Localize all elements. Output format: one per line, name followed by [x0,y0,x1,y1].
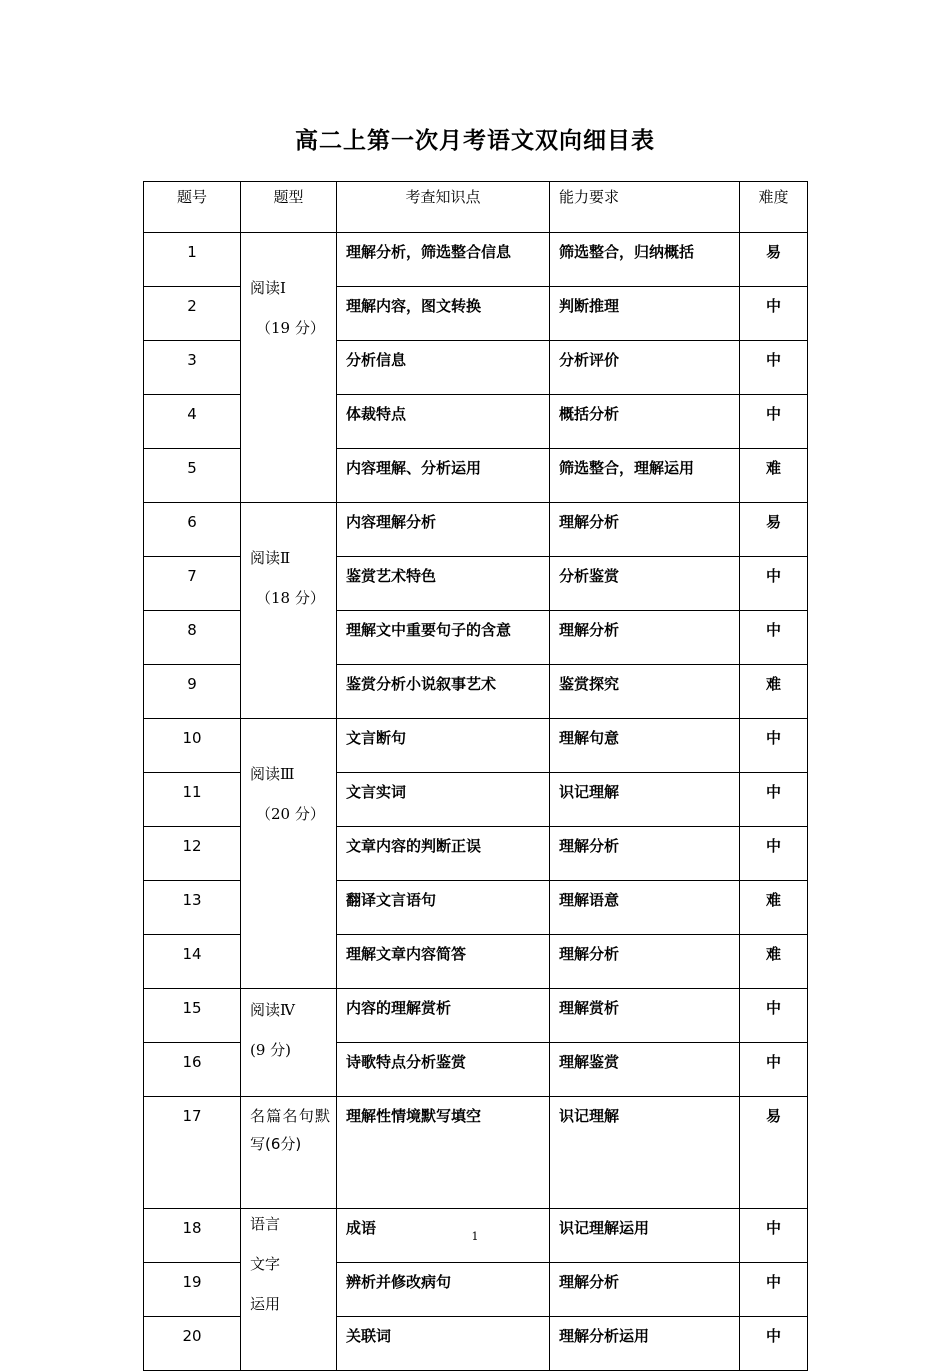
row-num: 3 [144,341,241,395]
row-num: 16 [144,1043,241,1097]
row-num: 6 [144,503,241,557]
row-num: 10 [144,719,241,773]
row-num: 5 [144,449,241,503]
row-difficulty: 易 [740,233,808,287]
row-knowledge: 成语 [337,1209,550,1263]
row-knowledge: 体裁特点 [337,395,550,449]
row-ability: 筛选整合，归纳概括 [550,233,740,287]
header-type: 题型 [241,182,337,233]
row-knowledge: 翻译文言语句 [337,881,550,935]
row-knowledge: 理解分析，筛选整合信息 [337,233,550,287]
row-ability: 分析评价 [550,341,740,395]
header-num: 题号 [144,182,241,233]
row-ability: 识记理解 [550,1097,740,1209]
row-difficulty: 难 [740,449,808,503]
row-knowledge: 文言断句 [337,719,550,773]
row-difficulty: 中 [740,1043,808,1097]
table-header-row [144,182,808,233]
row-num: 2 [144,287,241,341]
row-ability: 理解分析 [550,1263,740,1317]
table-row [144,503,808,557]
row-knowledge: 理解文中重要句子的含意 [337,611,550,665]
row-difficulty: 中 [740,341,808,395]
row-difficulty: 中 [740,1209,808,1263]
group-label: 阅读Ⅰ [250,279,286,297]
row-difficulty: 中 [740,557,808,611]
row-num: 12 [144,827,241,881]
row-knowledge: 内容的理解赏析 [337,989,550,1043]
row-ability: 理解句意 [550,719,740,773]
table-row [144,989,808,1043]
row-difficulty: 中 [740,395,808,449]
row-ability: 理解分析 [550,503,740,557]
row-num: 9 [144,665,241,719]
group-reading-2 [241,503,337,719]
row-ability: 概括分析 [550,395,740,449]
page-number: 1 [471,1230,479,1243]
row-ability: 分析鉴赏 [550,557,740,611]
group-line: 运用 [250,1295,281,1313]
row-ability: 理解分析 [550,935,740,989]
row-ability: 理解分析运用 [550,1317,740,1371]
row-ability: 理解赏析 [550,989,740,1043]
row-difficulty: 中 [740,773,808,827]
group-line: 语言 [250,1215,281,1233]
row-difficulty: 中 [740,287,808,341]
row-num: 8 [144,611,241,665]
row-difficulty: 中 [740,719,808,773]
row-knowledge: 分析信息 [337,341,550,395]
row-knowledge: 内容理解分析 [337,503,550,557]
row-difficulty: 中 [740,611,808,665]
group-label: 阅读Ⅳ [250,1001,295,1019]
row-knowledge: 辨析并修改病句 [337,1263,550,1317]
row-difficulty: 易 [740,1097,808,1209]
group-reading-4 [241,989,337,1097]
row-ability: 识记理解 [550,773,740,827]
row-num: 20 [144,1317,241,1371]
row-knowledge: 文言实词 [337,773,550,827]
row-num: 1 [144,233,241,287]
row-difficulty: 中 [740,1317,808,1371]
row-num: 4 [144,395,241,449]
row-difficulty: 中 [740,1263,808,1317]
spec-table [143,181,808,1371]
row-difficulty: 难 [740,935,808,989]
row-num: 7 [144,557,241,611]
group-reading-1 [241,233,337,503]
group-score: （20 分） [256,805,325,823]
row-num: 15 [144,989,241,1043]
group-score: (9 分) [250,1041,292,1059]
row-difficulty: 难 [740,665,808,719]
group-line: 文字 [250,1255,281,1273]
group-label: 阅读Ⅱ [250,549,291,567]
row-difficulty: 中 [740,827,808,881]
row-ability: 理解语意 [550,881,740,935]
group-score: （18 分） [256,589,325,607]
row-num: 19 [144,1263,241,1317]
row-ability: 鉴赏探究 [550,665,740,719]
row-ability: 理解分析 [550,827,740,881]
group-score: （19 分） [256,319,325,337]
row-num: 17 [144,1097,241,1209]
row-ability: 理解鉴赏 [550,1043,740,1097]
row-num: 13 [144,881,241,935]
table-row [144,1097,808,1209]
row-knowledge: 关联词 [337,1317,550,1371]
row-ability: 识记理解运用 [550,1209,740,1263]
row-knowledge: 文章内容的判断正误 [337,827,550,881]
row-num: 14 [144,935,241,989]
row-knowledge: 诗歌特点分析鉴赏 [337,1043,550,1097]
row-difficulty: 易 [740,503,808,557]
row-knowledge: 鉴赏艺术特色 [337,557,550,611]
row-ability: 判断推理 [550,287,740,341]
table-row [144,719,808,773]
row-num: 11 [144,773,241,827]
group-label: 阅读Ⅲ [250,765,295,783]
group-recitation: 名篇名句默写(6分) [241,1097,337,1209]
row-num: 18 [144,1209,241,1263]
header-difficulty: 难度 [740,182,808,233]
page-title: 高二上第一次月考语文双向细目表 [295,128,655,154]
row-knowledge: 理解内容，图文转换 [337,287,550,341]
row-difficulty: 中 [740,989,808,1043]
header-ability: 能力要求 [550,182,740,233]
row-difficulty: 难 [740,881,808,935]
group-reading-3 [241,719,337,989]
row-ability: 筛选整合，理解运用 [550,449,740,503]
row-knowledge: 鉴赏分析小说叙事艺术 [337,665,550,719]
table-row [144,233,808,287]
header-knowledge: 考查知识点 [337,182,550,233]
row-knowledge: 理解性情境默写填空 [337,1097,550,1209]
row-knowledge: 理解文章内容简答 [337,935,550,989]
row-ability: 理解分析 [550,611,740,665]
row-knowledge: 内容理解、分析运用 [337,449,550,503]
